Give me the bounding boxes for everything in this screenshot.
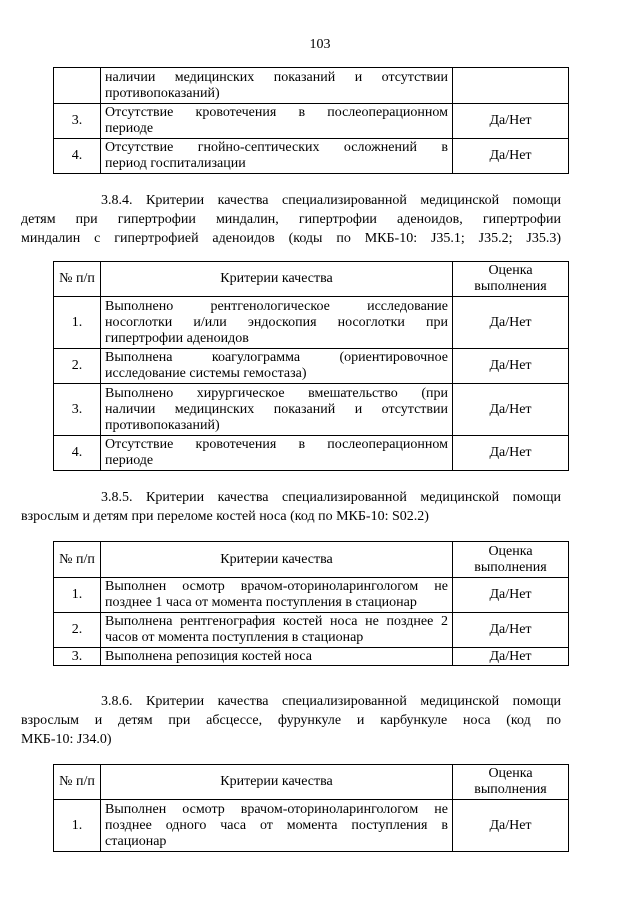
header-evaluation: Оценка выполнения [453, 542, 569, 578]
table-row [54, 297, 569, 349]
row-number: 2. [54, 349, 101, 384]
evaluation-cell [453, 68, 569, 104]
table-row [54, 68, 569, 104]
criteria-text: Отсутствие кровотечения в послеоперационном периоде [101, 436, 453, 471]
table-row [54, 648, 569, 666]
evaluation-cell: Да/Нет [453, 800, 569, 852]
evaluation-cell: Да/Нет [453, 648, 569, 666]
row-number: 2. [54, 613, 101, 648]
evaluation-cell: Да/Нет [453, 139, 569, 174]
section-heading-3-8-4: 3.8.4. Критерии качества специализированной медицинской помощи детям при гипертрофии миндалин, гипертрофии аденоидов, гипертрофии миндалин с гипертрофией аденоидов (коды по МКБ-10: J35.1; J35.2; J35.3) [21, 193, 561, 246]
header-criteria: Критерии качества [101, 765, 453, 800]
section-heading-3-8-6: 3.8.6. Критерии качества специализированной медицинской помощи взрослым и детям при абсцессе, фурункуле и карбункуле носа (код по МКБ-10: J34.0) [21, 694, 561, 747]
evaluation-cell: Да/Нет [453, 349, 569, 384]
table-row [54, 436, 569, 471]
row-number: 1. [54, 297, 101, 349]
table-row [54, 578, 569, 613]
evaluation-cell: Да/Нет [453, 384, 569, 436]
evaluation-cell: Да/Нет [453, 104, 569, 139]
header-criteria: Критерии качества [101, 262, 453, 297]
section-heading-3-8-5: 3.8.5. Критерии качества специализированной медицинской помощи взрослым и детям при переломе костей носа (код по МКБ-10: S02.2) [21, 490, 561, 524]
table-header-row [54, 765, 569, 800]
criteria-text: Выполнен осмотр врачом-оториноларингологом не позднее 1 часа от момента поступления в стационар [101, 578, 453, 613]
criteria-text: Выполнен осмотр врачом-оториноларингологом не позднее одного часа от момента поступления в стационар [101, 800, 453, 852]
header-evaluation: Оценка выполнения [453, 765, 569, 800]
evaluation-cell: Да/Нет [453, 613, 569, 648]
table-row [54, 349, 569, 384]
criteria-text: Выполнено рентгенологическое исследование носоглотки и/или эндоскопия носоглотки при гипертрофии аденоидов [101, 297, 453, 349]
row-number: 4. [54, 139, 101, 174]
criteria-table-3-8-5 [53, 541, 569, 666]
table-header-row [54, 262, 569, 297]
row-number: 4. [54, 436, 101, 471]
header-evaluation: Оценка выполнения [453, 262, 569, 297]
criteria-text: Выполнена репозиция костей носа [101, 648, 453, 666]
table-row [54, 139, 569, 174]
criteria-text: Выполнено хирургическое вмешательство (при наличии медицинских показаний и отсутствии противопоказаний) [101, 384, 453, 436]
criteria-table-continued [53, 67, 569, 174]
criteria-text: Выполнена коагулограмма (ориентировочное исследование системы гемостаза) [101, 349, 453, 384]
row-number: 3. [54, 648, 101, 666]
row-number: 1. [54, 800, 101, 852]
criteria-table-3-8-4 [53, 261, 569, 471]
criteria-text: Отсутствие кровотечения в послеоперационном периоде [101, 104, 453, 139]
row-number [54, 68, 101, 104]
header-number: № п/п [54, 765, 101, 800]
evaluation-cell: Да/Нет [453, 436, 569, 471]
row-number: 3. [54, 104, 101, 139]
table-row [54, 800, 569, 852]
table-header-row [54, 542, 569, 578]
table-row [54, 613, 569, 648]
table-row [54, 384, 569, 436]
criteria-text: Выполнена рентгенография костей носа не позднее 2 часов от момента поступления в стационар [101, 613, 453, 648]
page-number: 103 [309, 37, 331, 52]
row-number: 1. [54, 578, 101, 613]
table-row [54, 104, 569, 139]
evaluation-cell: Да/Нет [453, 297, 569, 349]
evaluation-cell: Да/Нет [453, 578, 569, 613]
header-number: № п/п [54, 542, 101, 578]
row-number: 3. [54, 384, 101, 436]
criteria-text: наличии медицинских показаний и отсутствии противопоказаний) [101, 68, 453, 104]
criteria-text: Отсутствие гнойно-септических осложнений в период госпитализации [101, 139, 453, 174]
criteria-table-3-8-6 [53, 764, 569, 852]
header-criteria: Критерии качества [101, 542, 453, 578]
header-number: № п/п [54, 262, 101, 297]
